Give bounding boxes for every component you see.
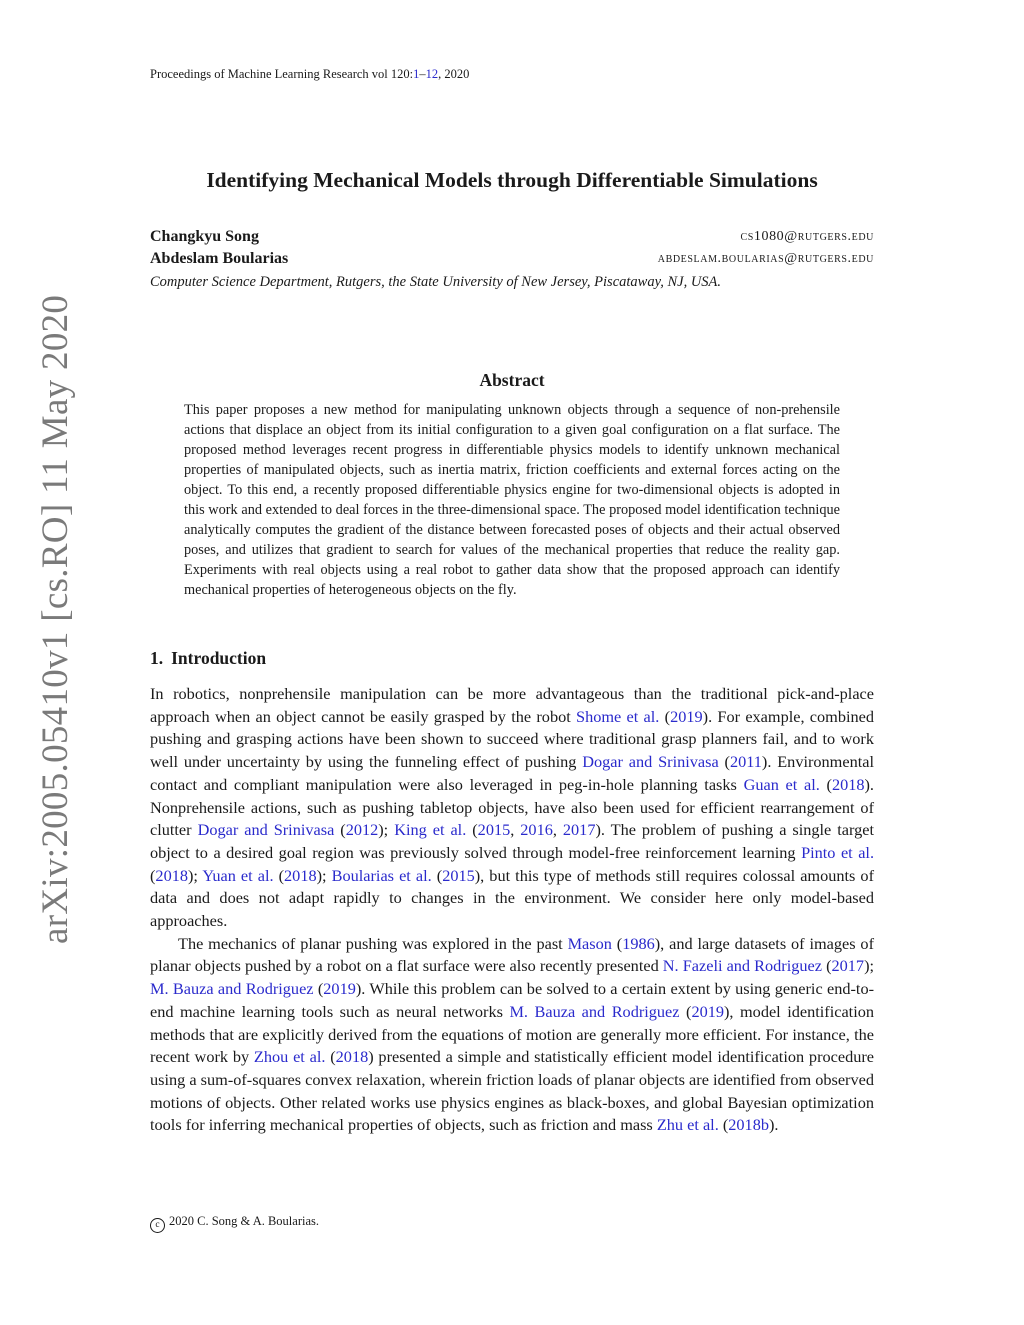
citation-link[interactable]: Zhou et al. [253, 1047, 326, 1067]
text-run: ). While this problem can be solved to a certain extent by using generic end-to-end machine learning tools such as neural networks [150, 979, 875, 1021]
copyright-icon: c [150, 1218, 165, 1233]
author-row-1 [150, 228, 874, 252]
citation-year-link[interactable]: 2018 [831, 774, 865, 794]
section-number: 1. [150, 648, 164, 668]
text-run: ) presented a simple and statistically efficient model identification procedure using a sum-of-squares convex relaxation, wherein friction loads of planar objects are identified from observed motions of objects. Other related works use physics engines as black-boxes, and global Bayesian optimization tools for inferring mechanical properties of objects, such as friction and mass [150, 1047, 875, 1135]
abstract-body [184, 400, 840, 600]
citation-link[interactable]: Shome et al. [576, 706, 660, 726]
citation-year-link[interactable]: 2018 [335, 1047, 369, 1067]
citation-link[interactable]: Dogar and Srinivasa [197, 820, 335, 840]
citation-link[interactable]: M. Bauza and Rodriguez [509, 1001, 680, 1021]
citation-year-link[interactable]: 2019 [323, 979, 356, 999]
citation-year-link[interactable]: 2018b [728, 1115, 769, 1135]
page-dash: – [419, 67, 426, 81]
affiliation: Computer Science Department, Rutgers, the State University of New Jersey, Piscataway, NJ, USA. [150, 274, 722, 290]
citation-link[interactable]: Zhu et al. [656, 1115, 719, 1135]
introduction-body [150, 683, 874, 1137]
paper-title: Identifying Mechanical Models through Differentiable Simulations [206, 168, 818, 192]
text-run: ), and large datasets of images of planar objects pushed by a robot on a flat surface were also recently presented [150, 933, 874, 976]
text-run: ). The problem of pushing a single target object to a desired goal region was previously solved through model-free reinforcement learning [150, 820, 875, 862]
citation-year-link[interactable]: 2017 [831, 956, 865, 976]
header-prefix: Proceedings of Machine Learning Research vol 120: [150, 67, 414, 81]
proceedings-header [150, 67, 469, 82]
paragraph-1: In robotics, nonprehensile manipulation can be more advantageous than the traditional pick-and-place approach when an object cannot be easily grasped by the robot Shome et al. (2019). For example, combined pushing and grasping actions have been shown to succeed where traditional grasp planners fail, and to work well under uncertainty by using the funneling effect of pushing Dogar and Srinivasa (2011). Environmental contact and compliant manipulation were also leveraged in peg-in-hole planning tasks Guan et al. (2018). Nonprehensile actions, such as pushing tabletop objects, have also been used for efficient rearrangement of clutter Dogar and Srinivasa (2012); King et al. (2015, 2016, 2017). The problem of pushing a single target object to a desired goal region was previously solved through model-free reinforcement learning Pinto et al. (2018); Yuan et al. (2018); Boularias et al. (2015), but this type of methods still requires colossal amounts of data and does not adapt rapidly to changes in the environment. We consider here only model-based approaches. [150, 684, 875, 931]
author-email: cs1080@rutgers.edu [740, 229, 874, 244]
text-run: ). For example, combined pushing and grasping actions have been shown to succeed where traditional grasp planners fail, and to work well under uncertainty by using the funneling effect of pushing [150, 706, 875, 772]
citation-year-link[interactable]: 2011 [729, 752, 762, 772]
author-name: Abdeslam Boularias [150, 250, 289, 267]
page-first-link[interactable]: 1 [413, 67, 420, 81]
paragraph-2: The mechanics of planar pushing was explored in the past Mason (1986), and large datasets of images of planar objects pushed by a robot on a flat surface were also recently presented N. Fazeli and Rodriguez (2017); M. Bauza and Rodriguez (2019). While this problem can be solved to a certain extent by using generic end-to-end machine learning tools such as neural networks M. Bauza and Rodriguez (2019), model identification methods that are explicitly derived from the equations of motion are generally more efficient. For instance, the recent work by Zhou et al. (2018) presented a simple and statistically efficient model identification procedure using a sum-of-squares convex relaxation, wherein friction loads of planar objects are identified from observed motions of objects. Other related works use physics engines as black-boxes, and global Bayesian optimization tools for inferring mechanical properties of objects, such as friction and mass Zhu et al. (2018b). [150, 933, 875, 1135]
abstract-text: This paper proposes a new method for manipulating unknown objects through a sequence of non-prehensile actions that displace an object from its initial configuration to a given goal configuration on a flat surface. The proposed method leverages recent progress in differentiable physics models to identify unknown mechanical properties of manipulated objects, such as inertia matrix, friction coefficients and external forces acting on the object. To this end, a recently proposed differentiable physics engine for two-dimensional objects is adopted in this work and extended to deal forces in the three-dimensional space. The proposed model identification technique analytically computes the gradient of the distance between forecasted poses of objects and their actual observed poses, and utilizes that gradient to search for values of the mechanical properties that reduce the reality gap. Experiments with real objects using a real robot to gather data show that the proposed approach can identify mechanical properties of heterogeneous objects on the fly. [184, 402, 840, 598]
citation-year-link[interactable]: 2016 [520, 820, 553, 840]
text-run: ). Environmental contact and compliant manipulation were also leveraged in peg-in-hole planning tasks [150, 752, 874, 794]
section-heading [150, 648, 266, 669]
citation-year-link[interactable]: 2018 [284, 865, 317, 885]
citation-year-link[interactable]: 1986 [622, 933, 655, 953]
section-title: Introduction [171, 648, 267, 668]
header-suffix: , 2020 [438, 67, 470, 81]
citation-link[interactable]: Dogar and Srinivasa [582, 752, 719, 772]
citation-year-link[interactable]: 2015 [477, 820, 511, 840]
author-email: abdeslam.boularias@rutgers.edu [657, 251, 874, 266]
citation-year-link[interactable]: 2012 [345, 820, 379, 840]
citation-year-link[interactable]: 2017 [562, 820, 596, 840]
author-name: Changkyu Song [150, 228, 259, 245]
arxiv-sidebar-stamp: arXiv:2005.05410v1 [cs.RO] 11 May 2020 [35, 294, 76, 944]
citation-link[interactable]: Pinto et al. [801, 842, 875, 862]
page-last-link[interactable]: 12 [425, 67, 439, 81]
citation-year-link[interactable]: 2015 [442, 865, 475, 885]
citation-link[interactable]: Boularias et al. [331, 865, 432, 885]
text-run: ), but this type of methods still requires colossal amounts of data and does not adapt rapidly to changes in the environment. We consider here only model-based approaches. [150, 865, 874, 931]
author-row-2 [150, 250, 874, 274]
copyright-text: 2020 C. Song & A. Boularias. [169, 1214, 320, 1228]
citation-link[interactable]: Mason [567, 933, 612, 953]
abstract-heading: Abstract [479, 370, 545, 390]
text-run: ). Nonprehensile actions, such as pushing tabletop objects, have also been used for efficient rearrangement of clutter [150, 774, 874, 840]
copyright-footer [150, 1214, 319, 1233]
citation-year-link[interactable]: 2018 [155, 865, 188, 885]
citation-year-link[interactable]: 2019 [670, 706, 703, 726]
text-run: In robotics, nonprehensile manipulation can be more advantageous than the traditional pick-and-place approach when an object cannot be easily grasped by the robot [150, 684, 874, 726]
citation-link[interactable]: N. Fazeli and Rodriguez [662, 956, 822, 976]
citation-link[interactable]: Guan et al. [743, 774, 820, 794]
citation-link[interactable]: King et al. [394, 820, 467, 840]
text-run: ). [768, 1115, 779, 1135]
citation-link[interactable]: Yuan et al. [202, 865, 274, 885]
citation-link[interactable]: M. Bauza and Rodriguez [150, 979, 314, 999]
text-run: ), model identification methods that are explicitly derived from the equations of motion are generally more efficient. For instance, the recent work by [150, 1001, 875, 1067]
citation-year-link[interactable]: 2019 [691, 1001, 725, 1021]
text-run: The mechanics of planar pushing was explored in the past [178, 933, 568, 953]
